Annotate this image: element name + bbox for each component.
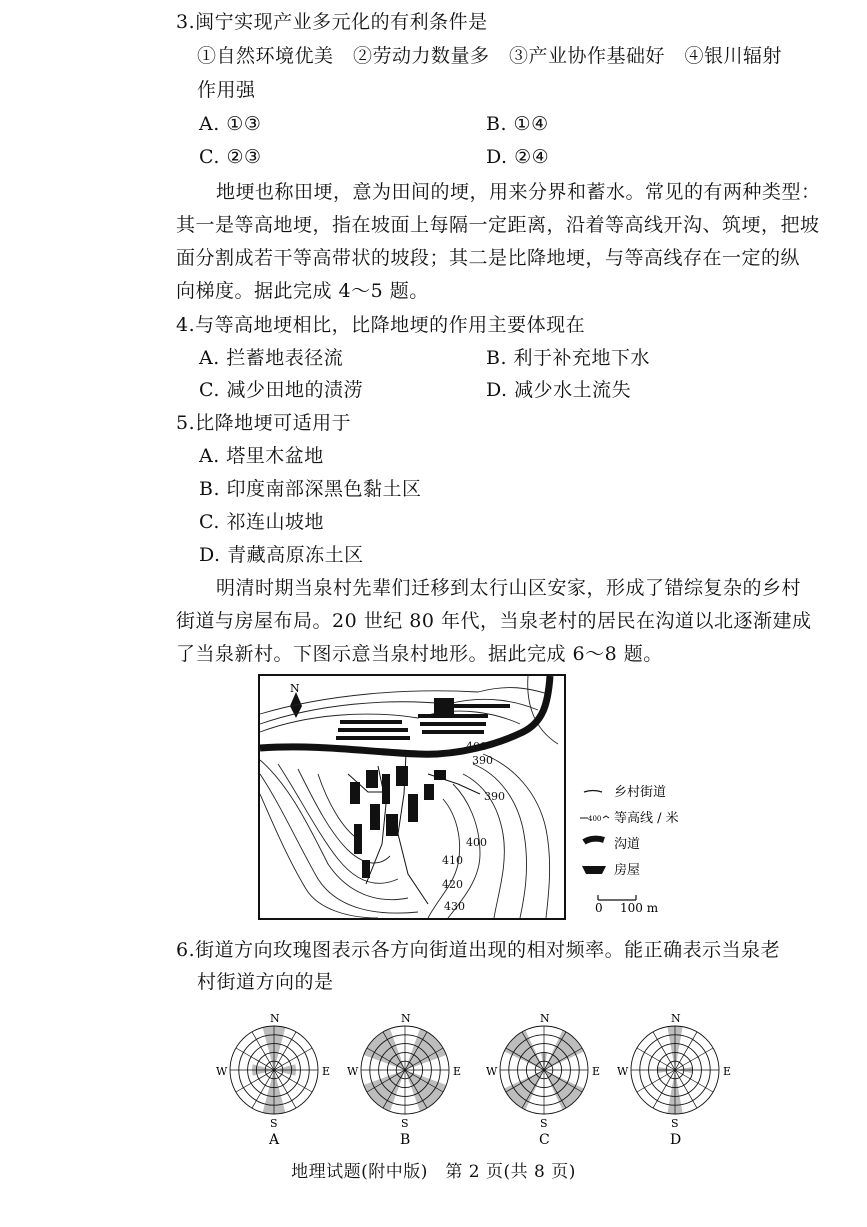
legend-gully-label: 沟道 <box>614 837 641 852</box>
direction-n-label: N <box>270 1012 280 1025</box>
q5-stem: 5.比降地埂可适用于 <box>176 412 352 434</box>
q5-option-a[interactable]: A. 塔里木盆地 <box>199 445 324 467</box>
direction-e-label: E <box>322 1065 331 1078</box>
rose-option-label: C <box>539 1132 550 1148</box>
rose-diagram-d[interactable] <box>617 1012 731 1148</box>
q3-option-b[interactable]: B. ①④ <box>486 113 549 135</box>
direction-s-label: S <box>270 1117 278 1130</box>
rose-diagram-b[interactable] <box>347 1012 461 1148</box>
q3-items: ①自然环境优美 ②劳动力数量多 ③产业协作基础好 ④银川辐射 <box>197 45 783 67</box>
rose-option-label: B <box>400 1132 411 1148</box>
contour-label: 390 <box>484 790 505 803</box>
direction-e-label: E <box>723 1065 732 1078</box>
contour-label: 420 <box>442 878 463 891</box>
rose-diagram-a[interactable] <box>216 1012 330 1148</box>
direction-e-label: E <box>592 1065 601 1078</box>
q4-stem: 4.与等高地埂相比，比降地埂的作用主要体现在 <box>176 314 586 336</box>
q6-stem-cont: 村街道方向的是 <box>197 971 334 993</box>
q6-stem: 6.街道方向玫瑰图表示各方向街道出现的相对频率。能正确表示当泉老 <box>176 939 781 961</box>
page-footer: 地理试题(附中版) 第 2 页(共 8 页) <box>291 1162 576 1182</box>
street-legend-icon <box>584 791 602 793</box>
contour-legend-icon <box>603 816 609 818</box>
scale-length: 100 m <box>620 901 659 915</box>
passage1-line: 其一是等高地埂，指在坡面上每隔一定距离，沿着等高线开沟、筑埂，把坡 <box>176 214 820 236</box>
contour-label: 430 <box>444 900 465 913</box>
direction-e-label: E <box>453 1065 462 1078</box>
legend-contour-label: 等高线 / 米 <box>614 811 679 826</box>
q3-option-c[interactable]: C. ②③ <box>199 146 262 168</box>
rose-diagrams <box>200 1010 760 1150</box>
direction-n-label: N <box>401 1012 411 1025</box>
passage2-line: 了当泉新村。下图示意当泉村地形。据此完成 6～8 题。 <box>176 643 663 665</box>
direction-w-label: W <box>216 1065 228 1078</box>
passage1-line: 面分割成若干等高带状的坡段；其二是比降地埂，与等高线存在一定的纵 <box>176 247 801 269</box>
passage2-line: 明清时期当泉村先辈们迁移到太行山区安家，形成了错综复杂的乡村 <box>216 577 802 599</box>
direction-w-label: W <box>617 1065 629 1078</box>
scale-zero: 0 <box>595 901 603 915</box>
q3-stem: 3.闽宁实现产业多元化的有利条件是 <box>176 11 488 33</box>
gully-legend-icon <box>584 839 604 842</box>
rose-diagram-c[interactable] <box>486 1012 600 1148</box>
topographic-map <box>258 674 568 922</box>
q3-items-cont: 作用强 <box>197 79 256 101</box>
rose-option-label: D <box>670 1132 682 1148</box>
q4-option-a[interactable]: A. 拦蓄地表径流 <box>199 347 344 369</box>
q5-option-b[interactable]: B. 印度南部深黑色黏土区 <box>199 478 422 500</box>
legend-contour-sample: 400 <box>588 815 602 823</box>
q5-option-d[interactable]: D. 青藏高原冻土区 <box>199 544 364 566</box>
q4-option-d[interactable]: D. 减少水土流失 <box>486 379 632 401</box>
q3-option-d[interactable]: D. ②④ <box>486 146 550 168</box>
q4-option-b[interactable]: B. 利于补充地下水 <box>486 347 651 369</box>
rose-option-label: A <box>269 1132 280 1148</box>
contour-label: 390 <box>472 754 493 767</box>
direction-n-label: N <box>671 1012 681 1025</box>
map-legend <box>578 776 718 916</box>
q5-option-c[interactable]: C. 祁连山坡地 <box>199 511 324 533</box>
direction-w-label: W <box>486 1065 498 1078</box>
north-label: N <box>290 682 300 695</box>
q3-option-a[interactable]: A. ①③ <box>199 113 262 135</box>
contour-label: 400 <box>466 836 487 849</box>
passage1-line: 地埂也称田埂，意为田间的埂，用来分界和蓄水。常见的有两种类型： <box>216 181 821 203</box>
legend-street-label: 乡村街道 <box>614 785 667 800</box>
contour-label: 400 <box>466 740 487 753</box>
direction-s-label: S <box>401 1117 409 1130</box>
passage1-line: 向梯度。据此完成 4～5 题。 <box>176 280 429 302</box>
direction-n-label: N <box>540 1012 550 1025</box>
q4-option-c[interactable]: C. 减少田地的渍涝 <box>199 379 363 401</box>
direction-s-label: S <box>671 1117 679 1130</box>
direction-s-label: S <box>540 1117 548 1130</box>
legend-house-label: 房屋 <box>614 863 641 878</box>
passage2-line: 街道与房屋布局。20 世纪 80 年代，当泉老村的居民在沟道以北逐渐建成 <box>176 610 812 632</box>
house-legend-icon <box>582 866 606 874</box>
direction-w-label: W <box>347 1065 359 1078</box>
contour-label: 410 <box>442 854 463 867</box>
